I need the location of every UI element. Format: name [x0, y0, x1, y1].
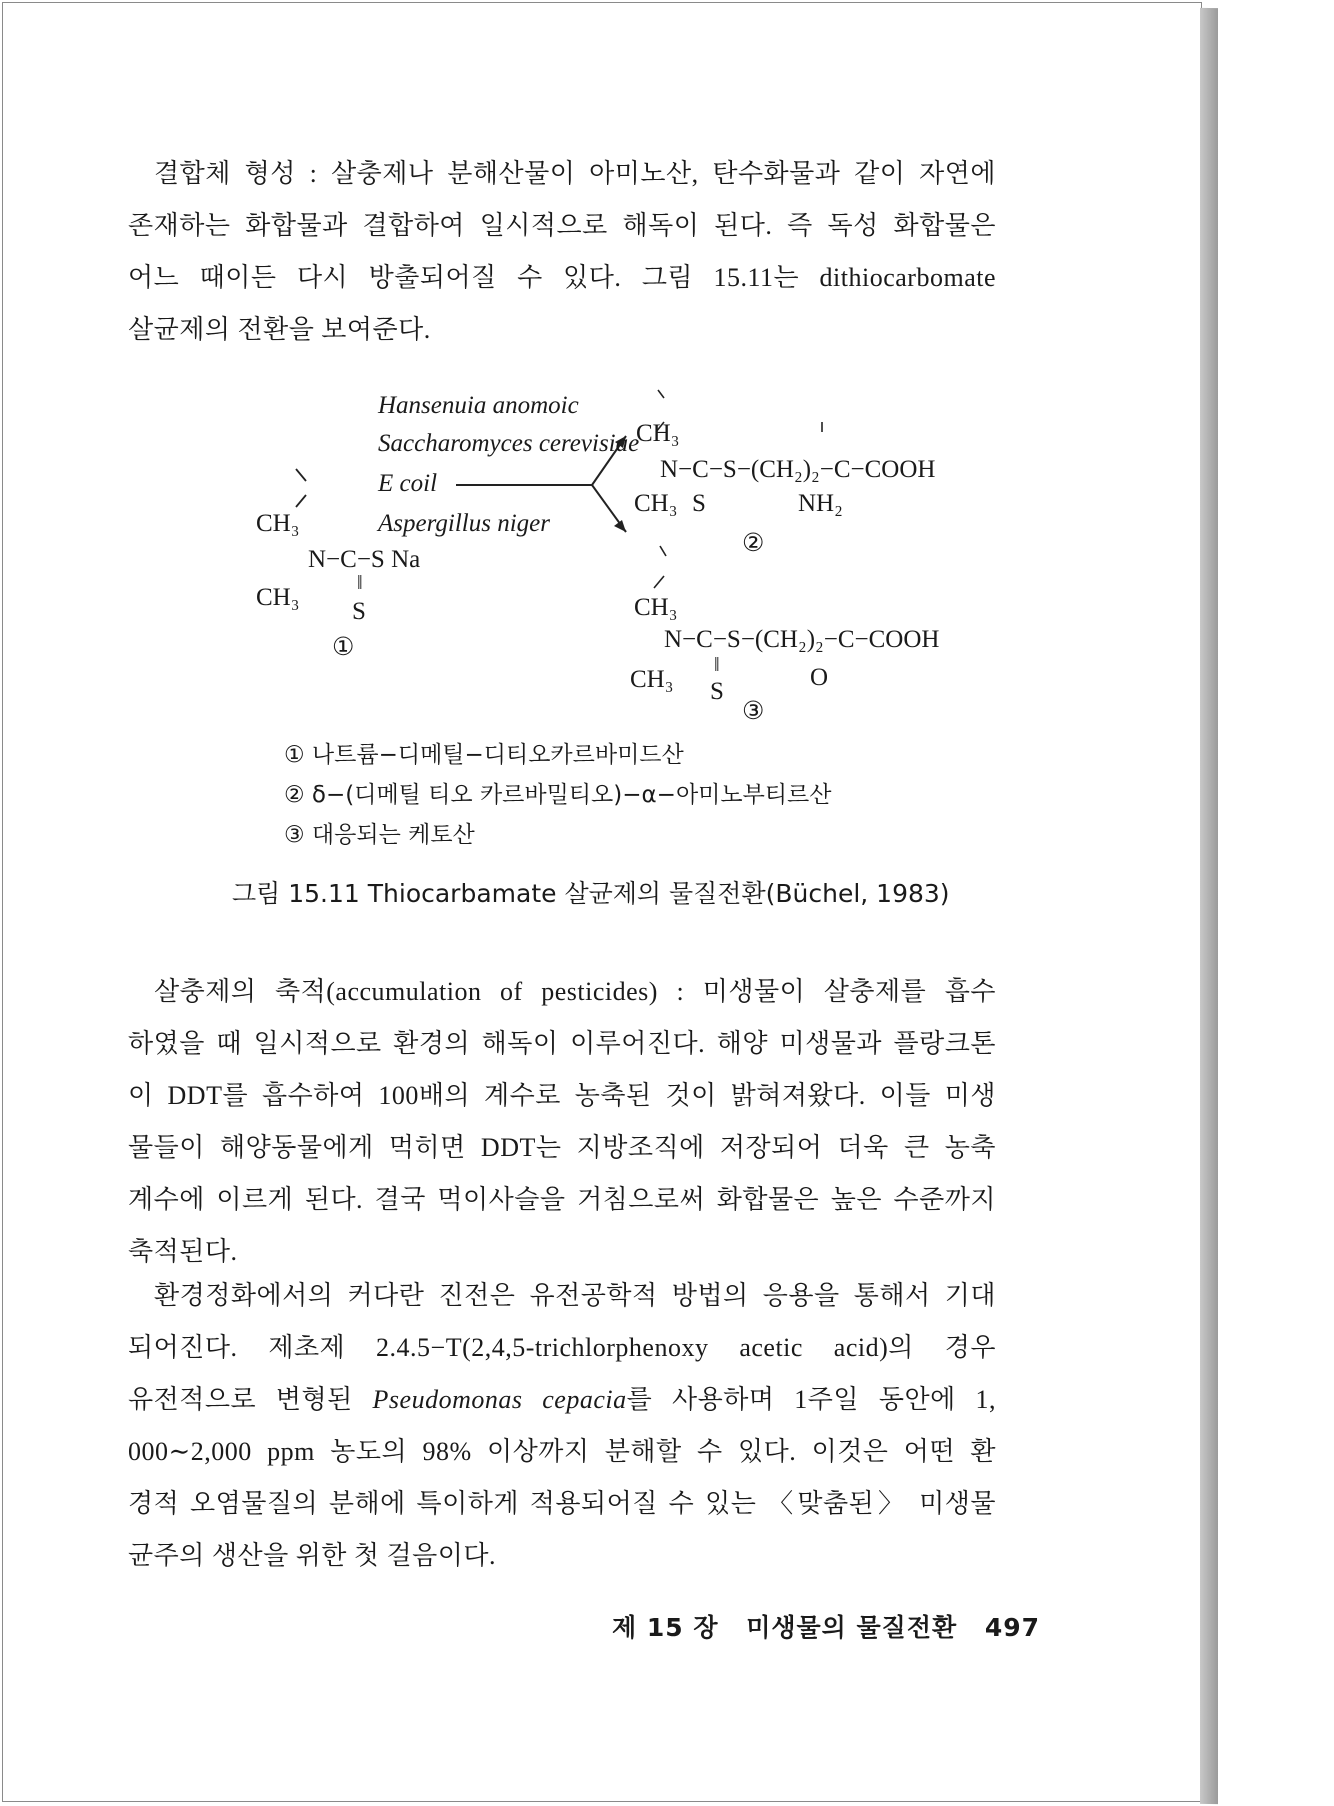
sulfur-atom: S — [692, 490, 706, 517]
text-line: 축적된다. — [128, 1237, 238, 1266]
methyl-group: CH₃ — [634, 490, 678, 517]
paragraph-binding-formation — [128, 148, 996, 356]
text-line: 결합체 형성 : 살충제나 분해산물이 아미노산, 탄수화물과 같이 자연에 — [154, 159, 996, 188]
text-segment: 유전적으로 변형된 — [128, 1385, 373, 1414]
text-segment: 를 사용하며 1주일 동안에 1, — [626, 1385, 996, 1414]
organism-label: E coil — [378, 470, 438, 497]
text-line: 계수에 이르게 된다. 결국 먹이사슬을 거침으로써 화합물은 높은 수준까지 — [128, 1185, 996, 1214]
text-line: 경적 오염물질의 분해에 특이하게 적용되어질 수 있는 〈맞춤된〉 미생물 — [128, 1489, 996, 1518]
arrowhead-down-icon — [614, 520, 626, 532]
text-line: 살충제의 축적(accumulation of pesticides) : 미생물이 살충제를 흡수 — [154, 977, 996, 1006]
page-binding-edge — [1200, 8, 1218, 1804]
bond-line — [296, 469, 306, 481]
reaction-lines — [0, 380, 1200, 920]
legend-item: ③ 대응되는 케토산 — [284, 822, 475, 848]
compound-number: ① — [332, 634, 355, 661]
text-line: 살균제의 전환을 보여준다. — [128, 315, 431, 344]
text-line: 물들이 해양동물에게 먹히면 DDT는 지방조직에 저장되어 더욱 큰 농축 — [128, 1133, 996, 1162]
sulfur-atom: S — [710, 678, 724, 705]
product3-backbone: N−C−S−(CH₂)₂−C−COOH — [664, 626, 940, 653]
reactant-backbone: N−C−S Na — [308, 546, 421, 573]
methyl-group: CH₃ — [634, 594, 678, 621]
text-line: 하였을 때 일시적으로 환경의 해독이 이루어진다. 해양 미생물과 플랑크톤 — [128, 1029, 996, 1058]
compound-number: ③ — [742, 698, 765, 725]
amino-group: NH₂ — [798, 490, 843, 517]
text-line: 이 DDT를 흡수하여 100배의 계수로 농축된 것이 밝혀져왔다. 이들 미생 — [128, 1081, 996, 1110]
organism-label: Saccharomyces cerevisiae — [378, 430, 640, 457]
text-line: 어느 때이든 다시 방출되어질 수 있다. 그림 15.11는 dithiocarbomate — [128, 263, 996, 292]
page-footer — [612, 1608, 1040, 1644]
bond-line — [660, 546, 666, 556]
methyl-group: CH₃ — [256, 510, 300, 537]
product2-backbone: N−C−S−(CH₂)₂−C−COOH — [660, 456, 936, 483]
paragraph-genetic-engineering — [128, 1270, 996, 1582]
species-name: Pseudomonas cepacia — [372, 1385, 627, 1414]
text-line: 000∼2,000 ppm 농도의 98% 이상까지 분해할 수 있다. 이것은 어떤 환 — [128, 1437, 996, 1466]
methyl-group: CH₃ — [636, 420, 680, 447]
bond-line — [654, 576, 664, 588]
chapter-number: 제 15 장 — [612, 1613, 719, 1642]
text-line — [128, 1374, 996, 1426]
compound-number: ② — [742, 530, 765, 557]
chapter-title: 미생물의 물질전환 — [746, 1613, 958, 1642]
figure-caption: 그림 15.11 Thiocarbamate 살균제의 물질전환(Büchel, 1983) — [232, 879, 950, 908]
double-bond: ‖ — [357, 572, 363, 594]
paragraph-pesticide-accumulation — [128, 966, 996, 1278]
methyl-group: CH₃ — [256, 584, 300, 611]
page-number: 497 — [984, 1613, 1041, 1642]
oxygen-atom: O — [810, 664, 829, 691]
text-line: 존재하는 화합물과 결합하여 일시적으로 해독이 된다. 즉 독성 화합물은 — [128, 211, 996, 240]
legend-item: ② δ−(디메틸 티오 카르바밀티오)−α−아미노부티르산 — [284, 782, 832, 808]
methyl-group: CH₃ — [630, 666, 674, 693]
sulfur-atom: S — [352, 598, 366, 625]
legend-item: ① 나트륨−디메틸−디티오카르바미드산 — [284, 742, 684, 768]
organism-label: Hansenuia anomoic — [378, 392, 579, 419]
organism-label: Aspergillus niger — [378, 510, 550, 537]
text-line: 균주의 생산을 위한 첫 걸음이다. — [128, 1541, 497, 1570]
figure-thiocarbamate-transformation — [0, 380, 1200, 920]
double-bond: ‖ — [714, 654, 720, 676]
bond-line — [296, 495, 306, 507]
bond-line — [658, 390, 664, 398]
text-line: 환경정화에서의 커다란 진전은 유전공학적 방법의 응용을 통해서 기대 — [154, 1281, 996, 1310]
text-line: 되어진다. 제초제 2.4.5−T(2,4,5-trichlorphenoxy acetic acid)의 경우 — [128, 1333, 996, 1362]
